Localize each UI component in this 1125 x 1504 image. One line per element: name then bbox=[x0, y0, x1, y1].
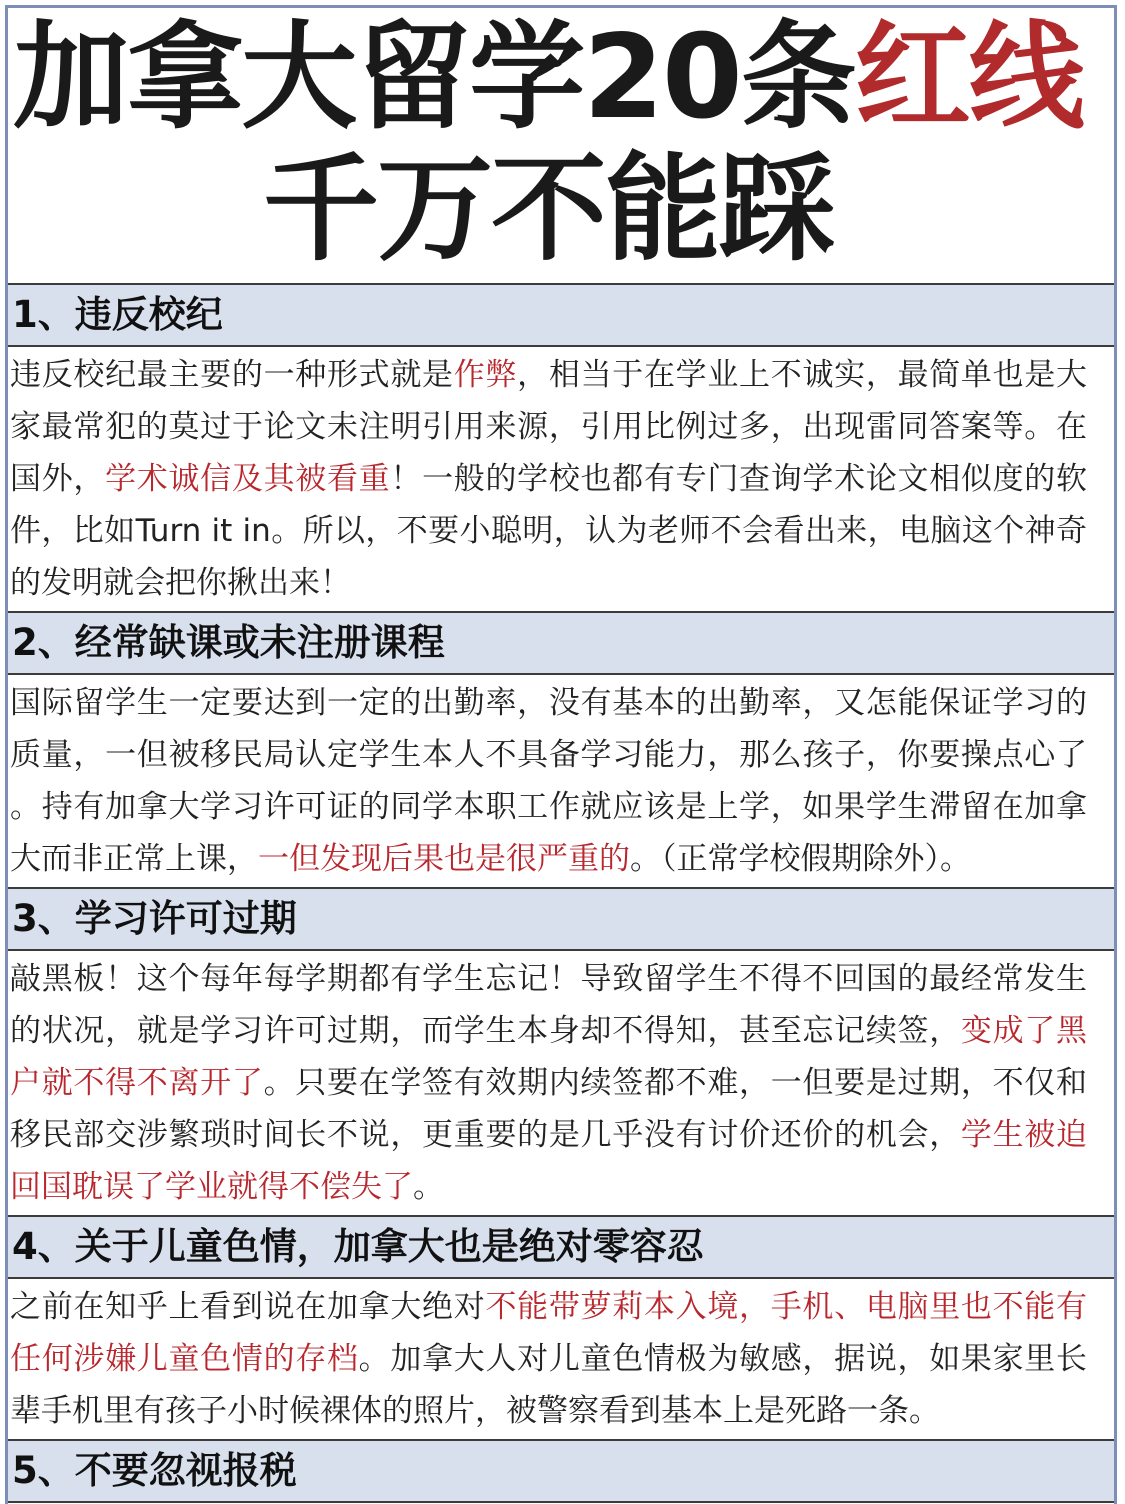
highlighted-text: 户就不得不离开了 bbox=[10, 1065, 264, 1101]
text-line bbox=[10, 953, 1087, 1005]
section-body bbox=[8, 951, 1114, 1215]
title-line-2: 千万不能踩 bbox=[263, 142, 833, 277]
title-highlight-text: 红线 bbox=[854, 10, 1083, 145]
text-line bbox=[10, 1057, 1087, 1109]
body-text: 违反校纪最主要的一种形式就是 bbox=[10, 357, 454, 393]
title-main-text: 加拿大留学20条 bbox=[13, 10, 855, 145]
text-line bbox=[10, 401, 1087, 453]
text-line bbox=[10, 557, 1087, 609]
text-line bbox=[10, 833, 1087, 885]
highlighted-text: 回国耽误了学业就得不偿失了 bbox=[10, 1169, 413, 1205]
body-text: 家最常犯的莫过于论文未注明引用来源，引用比例过多，出现雷同答案等。在 bbox=[10, 409, 1087, 445]
body-text: 辈手机里有孩子小时候裸体的照片，被警察看到基本上是死路一条。 bbox=[10, 1393, 940, 1429]
body-text: ，相当于在学业上不诚实，最简单也是大 bbox=[517, 357, 1087, 393]
highlighted-text: 一但发现后果也是很严重的 bbox=[258, 841, 630, 877]
body-text: 的发明就会把你揪出来！ bbox=[10, 565, 351, 601]
text-line bbox=[10, 505, 1087, 557]
text-line bbox=[10, 1161, 1087, 1213]
body-text: 移民部交涉繁琐时间长不说，更重要的是几乎没有讨价还价的机会， bbox=[10, 1117, 961, 1153]
body-text: 。加拿大人对儿童色情极为敏感，据说，如果家里长 bbox=[358, 1341, 1087, 1377]
text-line bbox=[10, 453, 1087, 505]
text-line bbox=[10, 1385, 1087, 1437]
body-text: 的状况，就是学习许可过期，而学生本身却不得知，甚至忘记续签， bbox=[10, 1013, 961, 1049]
highlighted-text: 变成了黑 bbox=[960, 1013, 1087, 1049]
text-line bbox=[10, 1109, 1087, 1161]
section-heading: 5、不要忽视报税 bbox=[8, 1439, 1114, 1503]
section-heading: 4、关于儿童色情，加拿大也是绝对零容忍 bbox=[8, 1215, 1114, 1279]
section-heading: 3、学习许可过期 bbox=[8, 887, 1114, 951]
body-text: 国际留学生一定要达到一定的出勤率，没有基本的出勤率，又怎能保证学习的 bbox=[10, 685, 1087, 721]
body-text: 质量，一但被移民局认定学生本人不具备学习能力，那么孩子，你要操点心了 bbox=[10, 737, 1087, 773]
body-text: 国外， bbox=[10, 461, 106, 497]
highlighted-text: 学生被迫 bbox=[960, 1117, 1087, 1153]
text-line bbox=[10, 729, 1087, 781]
section-body bbox=[8, 1279, 1114, 1439]
body-text: 大而非正常上课， bbox=[10, 841, 258, 877]
sections-list bbox=[8, 283, 1114, 1503]
text-line bbox=[10, 349, 1087, 401]
body-text: 件，比如Turn it in。所以，不要小聪明，认为老师不会看出来，电脑这个神奇 bbox=[10, 513, 1087, 549]
text-line bbox=[10, 677, 1087, 729]
section-heading: 1、违反校纪 bbox=[8, 283, 1114, 347]
infographic-frame bbox=[5, 5, 1117, 1504]
highlighted-text: 不能带萝莉本入境，手机、电脑里也不能有 bbox=[485, 1289, 1087, 1325]
body-text: 。（正常学校假期除外）。 bbox=[630, 841, 971, 877]
body-text: 。只要在学签有效期内续签都不难，一但要是过期，不仅和 bbox=[263, 1065, 1087, 1101]
body-text: 之前在知乎上看到说在加拿大绝对 bbox=[10, 1289, 486, 1325]
body-text: 。持有加拿大学习许可证的同学本职工作就应该是上学，如果学生滞留在加拿 bbox=[10, 789, 1087, 825]
highlighted-text: 任何涉嫌儿童色情的存档 bbox=[10, 1341, 359, 1377]
text-line bbox=[10, 1281, 1087, 1333]
text-line bbox=[10, 1333, 1087, 1385]
page-title bbox=[8, 8, 1114, 283]
text-line bbox=[10, 1005, 1087, 1057]
title-line-1 bbox=[8, 12, 1088, 144]
text-line bbox=[10, 781, 1087, 833]
body-text: ！一般的学校也都有专门查询学术论文相似度的软 bbox=[390, 461, 1087, 497]
highlighted-text: 作弊 bbox=[453, 357, 518, 393]
section-heading: 2、经常缺课或未注册课程 bbox=[8, 611, 1114, 675]
section-body bbox=[8, 347, 1114, 611]
section-body bbox=[8, 675, 1114, 887]
highlighted-text: 学术诚信及其被看重 bbox=[105, 461, 391, 497]
body-text: 。 bbox=[413, 1169, 444, 1205]
body-text: 敲黑板！这个每年每学期都有学生忘记！导致留学生不得不回国的最经常发生 bbox=[10, 961, 1087, 997]
